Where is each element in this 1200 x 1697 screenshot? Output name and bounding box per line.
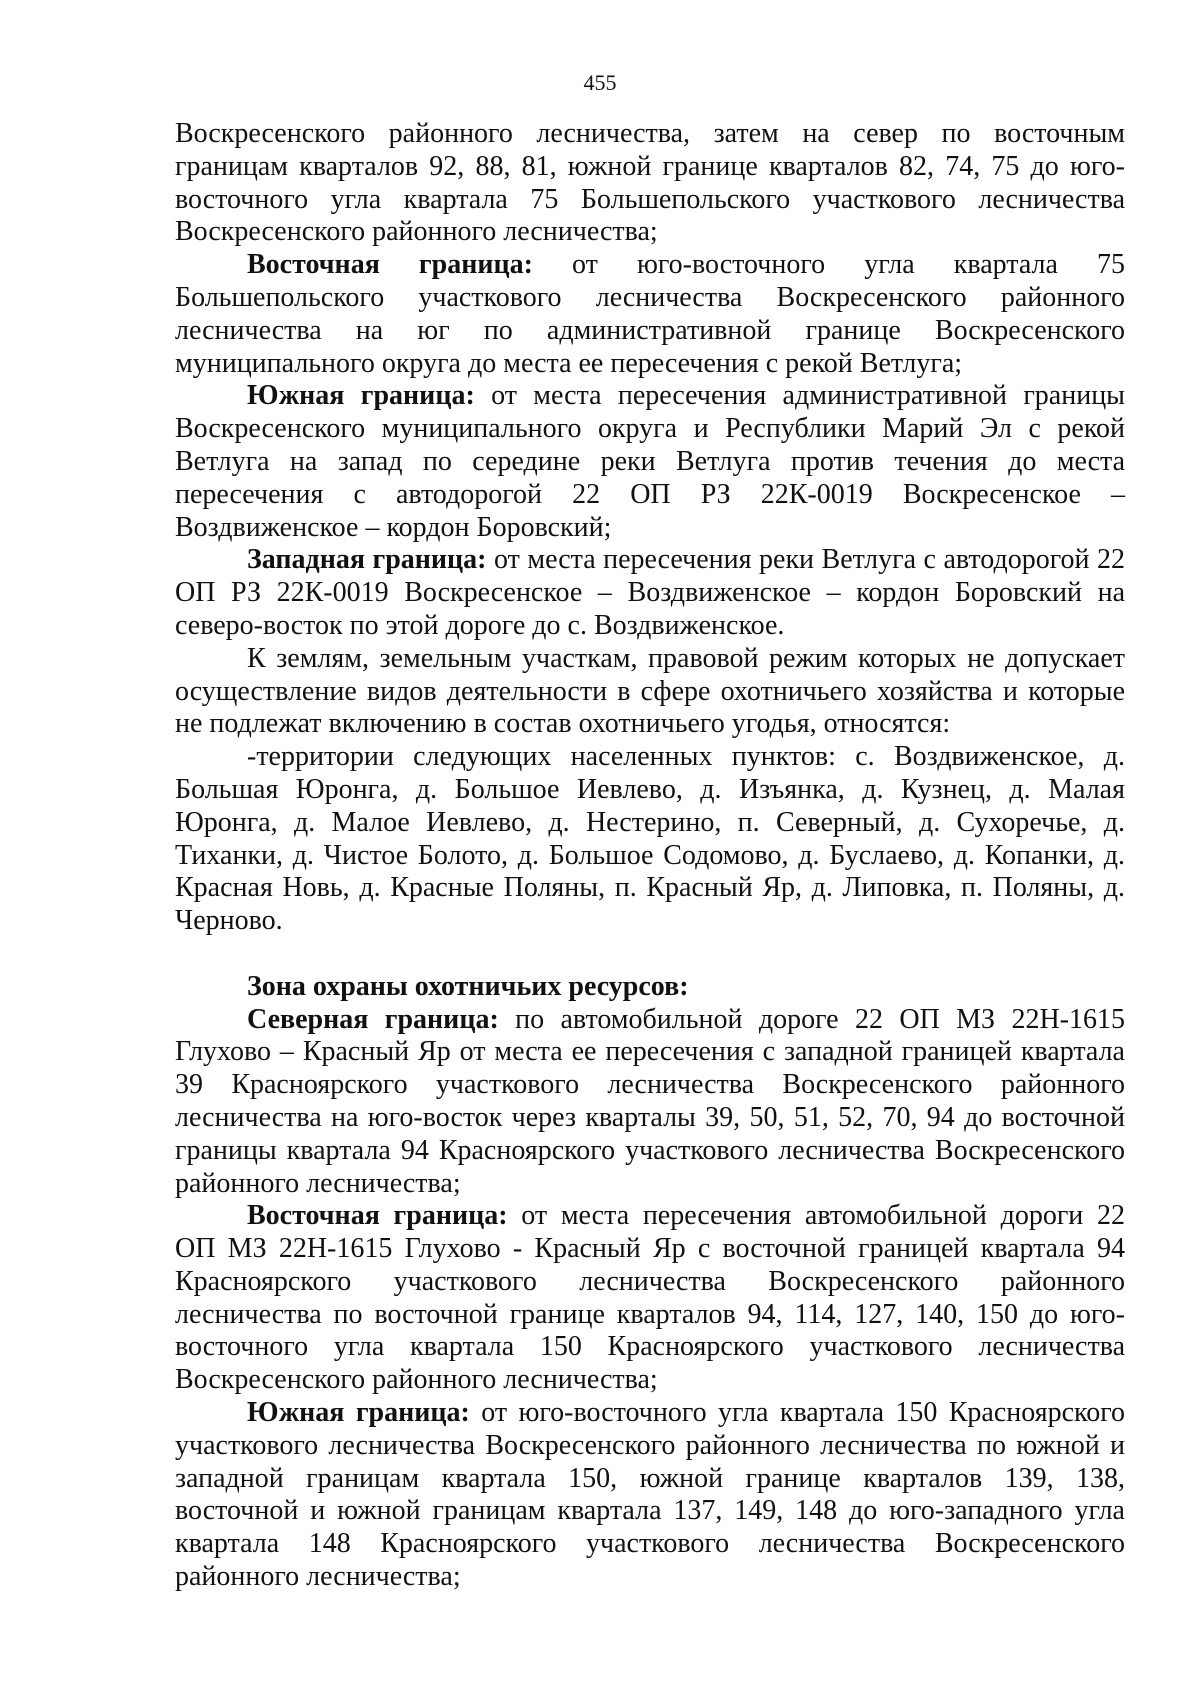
east-boundary-paragraph <box>175 249 1125 380</box>
zone-east-boundary-text: от места пересечения автомобильной дороги 22 ОП МЗ 22Н-1615 Глухово - Красный Яр с восточной границей квартала 94 Красноярского участкового лесничества Воскресенского районного лесничества по восточной границе кварталов 94, 114, 127, 140, 150 до юго-восточного угла квартала 150 Красноярского участкового лесничества Воскресенского районного лесничества; <box>175 1200 1125 1396</box>
zone-south-boundary-label: Южная граница: <box>247 1397 470 1429</box>
south-boundary-text: от места пересечения административной границы Воскресенского муниципального округа и Республики Марий Эл с рекой Ветлуга на запад по середине реки Ветлуга против течения до места пересечения с автодорогой 22 ОП РЗ 22К-0019 Воскресенское – Воздвиженское – кордон Боровский; <box>175 380 1125 543</box>
zone-north-boundary-paragraph <box>175 1004 1125 1201</box>
zone-south-boundary-paragraph <box>175 1397 1125 1594</box>
settlements-paragraph: -территории следующих населенных пунктов: с. Воздвиженское, д. Большая Юронга, д. Большое Иевлево, д. Изъянка, д. Кузнец, д. Малая Юронга, д. Малое Иевлево, д. Нестерино, п. Северный, д. Сухоречье, д. Тиханки, д. Чистое Болото, д. Большое Содомово, д. Буслаево, д. Копанки, д. Красная Новь, д. Красные Поляны, п. Красный Яр, д. Липовка, п. Поляны, д. Черново. <box>175 741 1125 937</box>
zone-north-boundary-text: по автомобильной дороге 22 ОП МЗ 22Н-1615 Глухово – Красный Яр от места ее пересечения с западной границей квартала 39 Красноярского участкового лесничества Воскресенского районного лесничества на юго-восток через кварталы 39, 50, 51, 52, 70, 94 до восточной границы квартала 94 Красноярского участкового лесничества Воскресенского районного лесничества; <box>175 1003 1125 1199</box>
excluded-lands-paragraph: К землям, земельным участкам, правовой режим которых не допускает осуществление видов деятельности в сфере охотничьего хозяйства и которые не подлежат включению в состав охотничьего угодья, относятся: <box>175 642 1125 740</box>
east-boundary-text: от юго-восточного угла квартала 75 Большепольского участкового лесничества Воскресенского районного лесничества на юг по административной границе Воскресенского муниципального округа до места ее пересечения с рекой Ветлуга; <box>175 249 1125 379</box>
zone-east-boundary-label: Восточная граница: <box>247 1200 508 1232</box>
south-boundary-paragraph <box>175 380 1125 544</box>
south-boundary-label: Южная граница: <box>247 380 475 412</box>
page-number: 455 <box>583 70 617 95</box>
west-boundary-paragraph <box>175 544 1125 642</box>
east-boundary-label: Восточная граница: <box>247 249 533 281</box>
west-boundary-text: от места пересечения реки Ветлуга с автодорогой 22 ОП РЗ 22К-0019 Воскресенское – Воздвиженское – кордон Боровский на северо-восток по этой дороге до с. Воздвиженское. <box>175 544 1125 641</box>
continuation-paragraph: Воскресенского районного лесничества, затем на север по восточным границам кварталов 92, 88, 81, южной границе кварталов 82, 74, 75 до юго-восточного угла квартала 75 Большепольского участкового лесничества Воскресенского районного лесничества; <box>175 118 1125 248</box>
document-body <box>175 118 1125 1594</box>
west-boundary-label: Западная граница: <box>247 544 487 576</box>
zone-north-boundary-label: Северная граница: <box>247 1003 499 1035</box>
zone-title: Зона охраны охотничьих ресурсов: <box>247 970 689 1002</box>
zone-south-boundary-text: от юго-восточного угла квартала 150 Красноярского участкового лесничества Воскресенского районного лесничества по южной и западной границам квартала 150, южной границе кварталов 139, 138, восточной и южной границам квартала 137, 149, 148 до юго-западного угла квартала 148 Красноярского участкового лесничества Воскресенского районного лесничества; <box>175 1397 1126 1593</box>
zone-east-boundary-paragraph <box>175 1200 1125 1397</box>
